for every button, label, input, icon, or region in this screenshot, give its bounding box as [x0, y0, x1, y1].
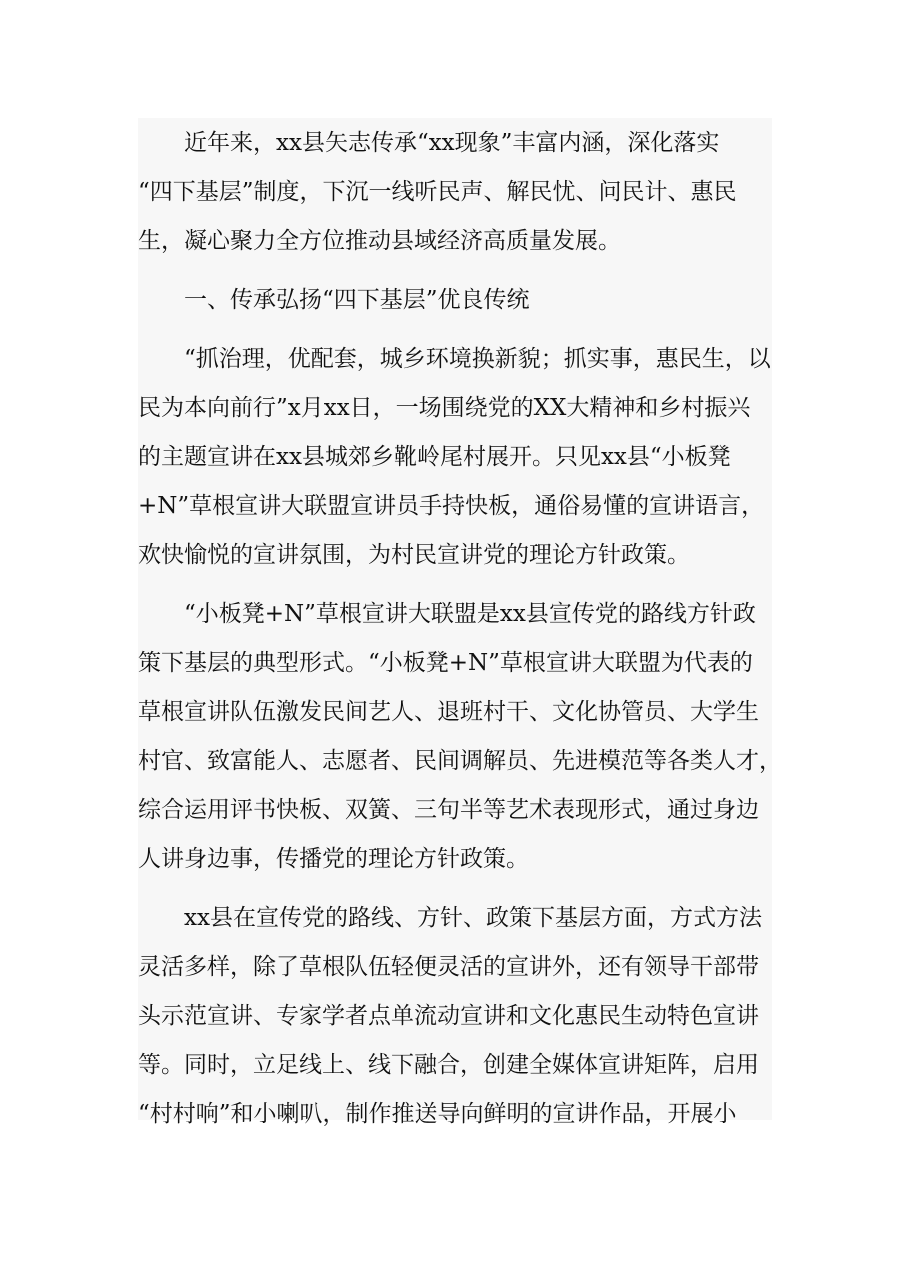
text-line: 欢快愉悦的宣讲氛围，为村民宣讲党的理论方针政策。 [138, 542, 690, 568]
text-line: 灵活多样，除了草根队伍轻便灵活的宣讲外，还有领导干部带 [138, 954, 759, 980]
text-line: 人讲身边事，传播党的理论方针政策。 [138, 846, 529, 872]
text-line: “小板凳+N”草根宣讲大联盟是xx县宣传党的路线方针政 [138, 601, 756, 627]
text-line: xx县在宣传党的路线、方针、政策下基层方面，方式方法 [138, 905, 762, 931]
text-line: “抓治理，优配套，城乡环境换新貌；抓实事，惠民生，以 [138, 346, 771, 372]
text-line: +N”草根宣讲大联盟宣讲员手持快板，通俗易懂的宣讲语言， [138, 493, 765, 519]
document-body [138, 118, 782, 1127]
text-line: 村官、致富能人、志愿者、民间调解员、先进模范等各类人才， [138, 748, 782, 774]
text-line: 民为本向前行”x月xx日，一场围绕党的XX大精神和乡村振兴 [138, 395, 751, 421]
text-line: 等。同时，立足线上、线下融合，创建全媒体宣讲矩阵，启用 [138, 1052, 759, 1078]
text-line: 综合运用评书快板、双簧、三句半等艺术表现形式，通过身边 [138, 797, 759, 823]
text-line: 策下基层的典型形式。“小板凳+N”草根宣讲大联盟为代表的 [138, 650, 753, 676]
text-line: “村村响”和小喇叭，制作推送导向鲜明的宣讲作品，开展小 [138, 1101, 737, 1127]
text-line: “四下基层”制度，下沉一线听民声、解民忧、问民计、惠民 [138, 179, 737, 205]
text-line: 头示范宣讲、专家学者点单流动宣讲和文化惠民生动特色宣讲 [138, 1003, 759, 1029]
section-heading: 一、传承弘扬“四下基层”优良传统 [138, 287, 530, 313]
text-line: 草根宣讲队伍激发民间艺人、退班村干、文化协管员、大学生 [138, 699, 759, 725]
text-line: 近年来，xx县矢志传承“xx现象”丰富内涵，深化落实 [138, 130, 720, 156]
text-line: 生，凝心聚力全方位推动县域经济高质量发展。 [138, 228, 621, 254]
text-line: 的主题宣讲在xx县城郊乡靴岭尾村展开。只见xx县“小板凳 [138, 444, 731, 470]
